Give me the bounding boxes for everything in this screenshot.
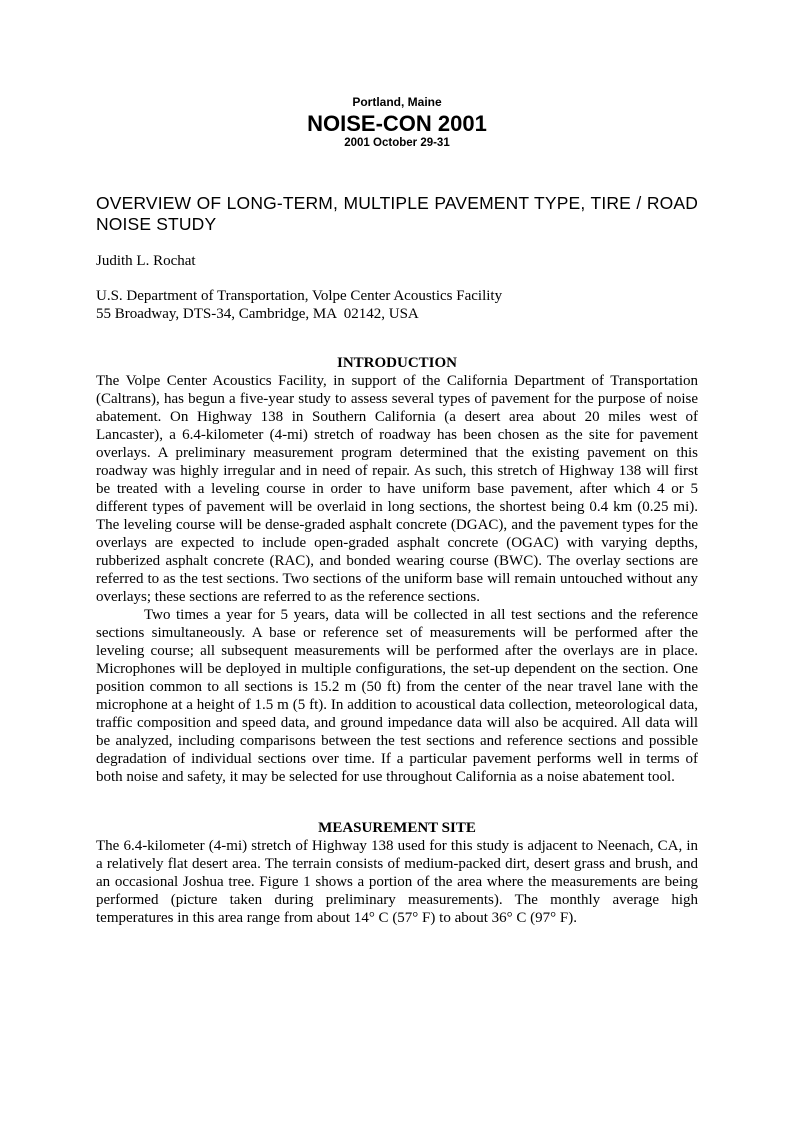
conference-location: Portland, Maine (352, 95, 442, 109)
affiliation-address: 55 Broadway, DTS-34, Cambridge, MA 02142, USA (96, 306, 419, 322)
measurement-site-heading: MEASUREMENT SITE (318, 820, 476, 836)
conference-name: NOISE-CON 2001 (307, 111, 487, 136)
introduction-heading: INTRODUCTION (336, 355, 457, 371)
conference-header (96, 95, 698, 151)
measurement-site-paragraph: The 6.4-kilometer (4-mi) stretch of Highway 138 used for this study is adjacent to Neenach, CA, in a relatively flat desert area. The terrain consists of medium-packed dirt, desert grass and brush, and an occasional Joshua tree. Figure 1 shows a portion of the area where the measurements are being performed (picture taken during preliminary measurements). The monthly average high temperatures in this area range from about 14° C (57° F) to about 36° C (97° F). (96, 838, 698, 926)
author-name: Judith L. Rochat (96, 253, 196, 269)
introduction-paragraph: The Volpe Center Acoustics Facility, in support of the California Department of Transportation (Caltrans), has begun a five-year study to assess several types of pavement for the purpose of noise abatement. On Highway 138 in Southern California (a desert area about 20 miles west of Lancaster), a 6.4-kilometer (4-mi) stretch of roadway has been chosen as the site for pavement overlays. A preliminary measurement program determined that the existing pavement on this roadway was highly irregular and in need of repair. As such, this stretch of Highway 138 will first be treated with a leveling course in order to have uniform base pavement, after which 4 or 5 different types of pavement will be overlaid in long sections, the shortest being 0.4 km (0.25 mi). The leveling course will be dense-graded asphalt concrete (DGAC), and the pavement types for the overlays are expected to include open-graded asphalt concrete (OGAC) with varying depths, rubberized asphalt concrete (RAC), and bonded wearing course (BWC). The overlay sections are referred to as the test sections. Two sections of the uniform base will remain untouched without any overlays; these sections are referred to as the reference sections. (96, 373, 698, 605)
author-affiliation (96, 287, 698, 323)
affiliation-line: U.S. Department of Transportation, Volpe Center Acoustics Facility (96, 288, 503, 304)
conference-dates: 2001 October 29-31 (344, 137, 450, 149)
paper-title: OVERVIEW OF LONG-TERM, MULTIPLE PAVEMENT TYPE, TIRE / ROAD NOISE STUDY (96, 193, 698, 234)
introduction-paragraph-2: Two times a year for 5 years, data will be collected in all test sections and the reference sections simultaneously. A base or reference set of measurements will be performed after the leveling course; all subsequent measurements will be performed after the overlays are in place. Microphones will be deployed in multiple configurations, the set-up dependent on the section. One position common to all sections is 15.2 m (50 ft) from the center of the near travel lane with the microphone at a height of 1.5 m (5 ft). In addition to acoustical data collection, meteorological data, traffic composition and speed data, and ground impedance data will also be acquired. All data will be analyzed, including comparisons between the test sections and reference sections and possible degradation of individual sections over time. If a particular pavement performs well in terms of both noise and safety, it may be selected for use throughout California as a noise abatement tool. (96, 607, 698, 785)
paper-page (96, 95, 698, 927)
